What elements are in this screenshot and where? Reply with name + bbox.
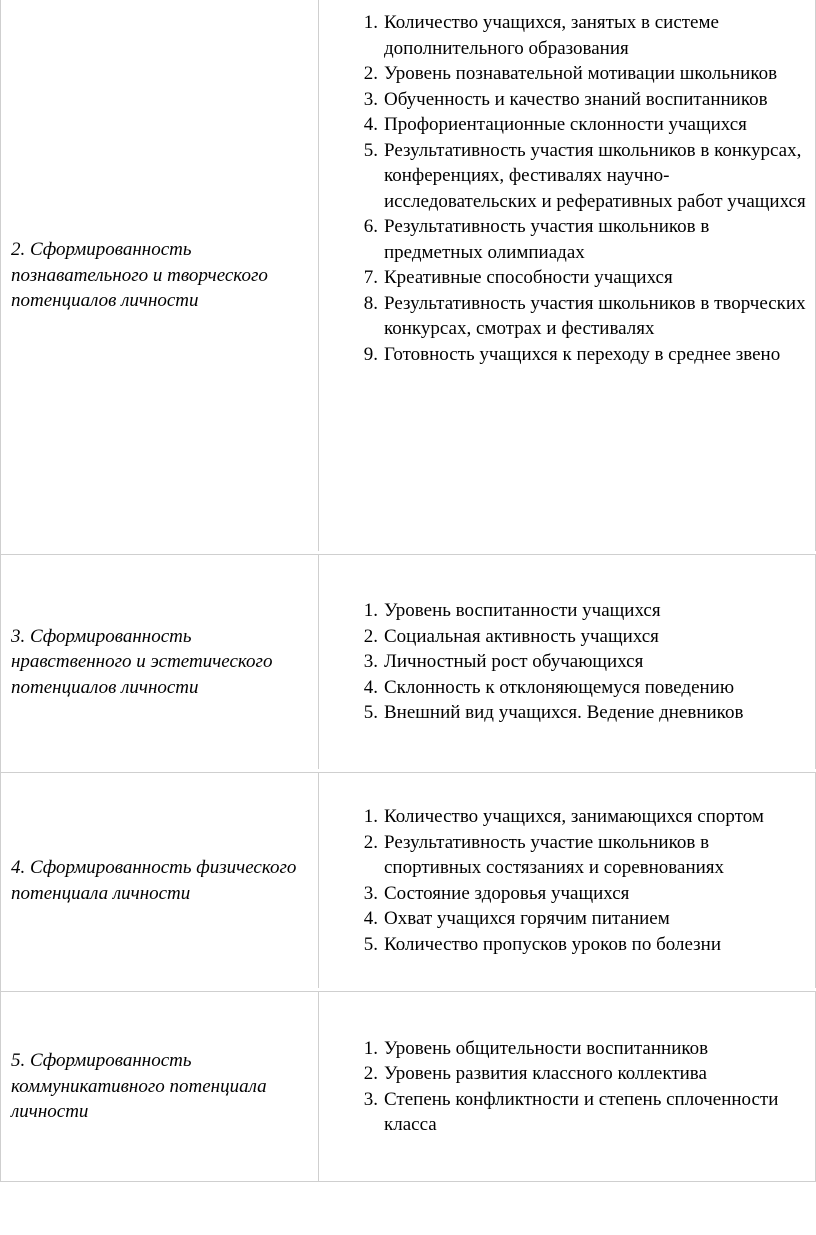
list-item: 8. Результативность участия школьников в творческих конкурсах, смотрах и фестивалях bbox=[363, 292, 806, 339]
list-item: 1. Уровень общительности воспитанников bbox=[363, 1037, 709, 1059]
list-item: 3. Степень конфликтности и степень сплоченности класса bbox=[363, 1088, 779, 1135]
list-item: 1. Уровень воспитанности учащихся bbox=[363, 600, 661, 622]
criterion-cell bbox=[1, 992, 319, 1181]
criterion-cell bbox=[1, 0, 319, 551]
list-item: 3. Состояние здоровья учащихся bbox=[363, 882, 630, 904]
indicator-list bbox=[322, 10, 815, 367]
indicator-list bbox=[322, 1036, 815, 1138]
indicator-list bbox=[322, 598, 751, 726]
indicators-cell bbox=[319, 992, 816, 1181]
list-item: 5. Количество пропусков уроков по болезни bbox=[363, 933, 721, 955]
list-item: 2. Социальная активность учащихся bbox=[363, 625, 659, 647]
indicators-cell bbox=[319, 773, 816, 988]
table-row bbox=[1, 772, 816, 988]
criterion-text: 4. Сформированность физического потенциала личности bbox=[11, 857, 297, 904]
list-item: 4. Профориентационные склонности учащихся bbox=[363, 114, 747, 135]
indicators-cell bbox=[319, 0, 816, 551]
list-item: 9. Готовность учащихся к переходу в среднее звено bbox=[363, 343, 781, 365]
list-item: 5. Результативность участия школьников в конкурсах, конференциях, фестивалях научно-исследовательских и реферативных работ учащихся bbox=[363, 139, 806, 212]
list-item: 3. Личностный рост обучающихся bbox=[363, 651, 644, 673]
list-item: 4. Охват учащихся горячим питанием bbox=[363, 908, 670, 929]
list-item: 5. Внешний вид учащихся. Ведение дневников bbox=[363, 702, 744, 724]
list-item: 2. Уровень познавательной мотивации школьников bbox=[363, 63, 778, 84]
list-item: 3. Обученность и качество знаний воспитанников bbox=[363, 88, 768, 110]
list-item: 2. Уровень развития классного коллектива bbox=[363, 1063, 707, 1084]
table-row bbox=[1, 0, 816, 551]
criterion-cell bbox=[1, 555, 319, 769]
criterion-cell bbox=[1, 773, 319, 988]
list-item: 7. Креативные способности учащихся bbox=[363, 267, 673, 288]
criterion-text: 2. Сформированность познавательного и творческого потенциалов личности bbox=[11, 239, 268, 312]
indicators-cell bbox=[319, 555, 816, 769]
list-item: 1. Количество учащихся, занимающихся спортом bbox=[363, 806, 764, 827]
criterion-text: 3. Сформированность нравственного и эстетического потенциалов личности bbox=[11, 625, 273, 698]
table-row bbox=[1, 554, 816, 769]
list-item: 2. Результативность участие школьников в спортивных состязаниях и соревнованиях bbox=[363, 831, 725, 878]
list-item: 1. Количество учащихся, занятых в системе дополнительного образования bbox=[363, 12, 719, 59]
list-item: 6. Результативность участия школьников в предметных олимпиадах bbox=[363, 216, 710, 263]
table-row bbox=[1, 991, 816, 1181]
list-item: 4. Склонность к отклоняющемуся поведению bbox=[363, 676, 735, 698]
indicator-list bbox=[322, 804, 815, 957]
criterion-text: 5. Сформированность коммуникативного потенциала личности bbox=[11, 1050, 267, 1123]
